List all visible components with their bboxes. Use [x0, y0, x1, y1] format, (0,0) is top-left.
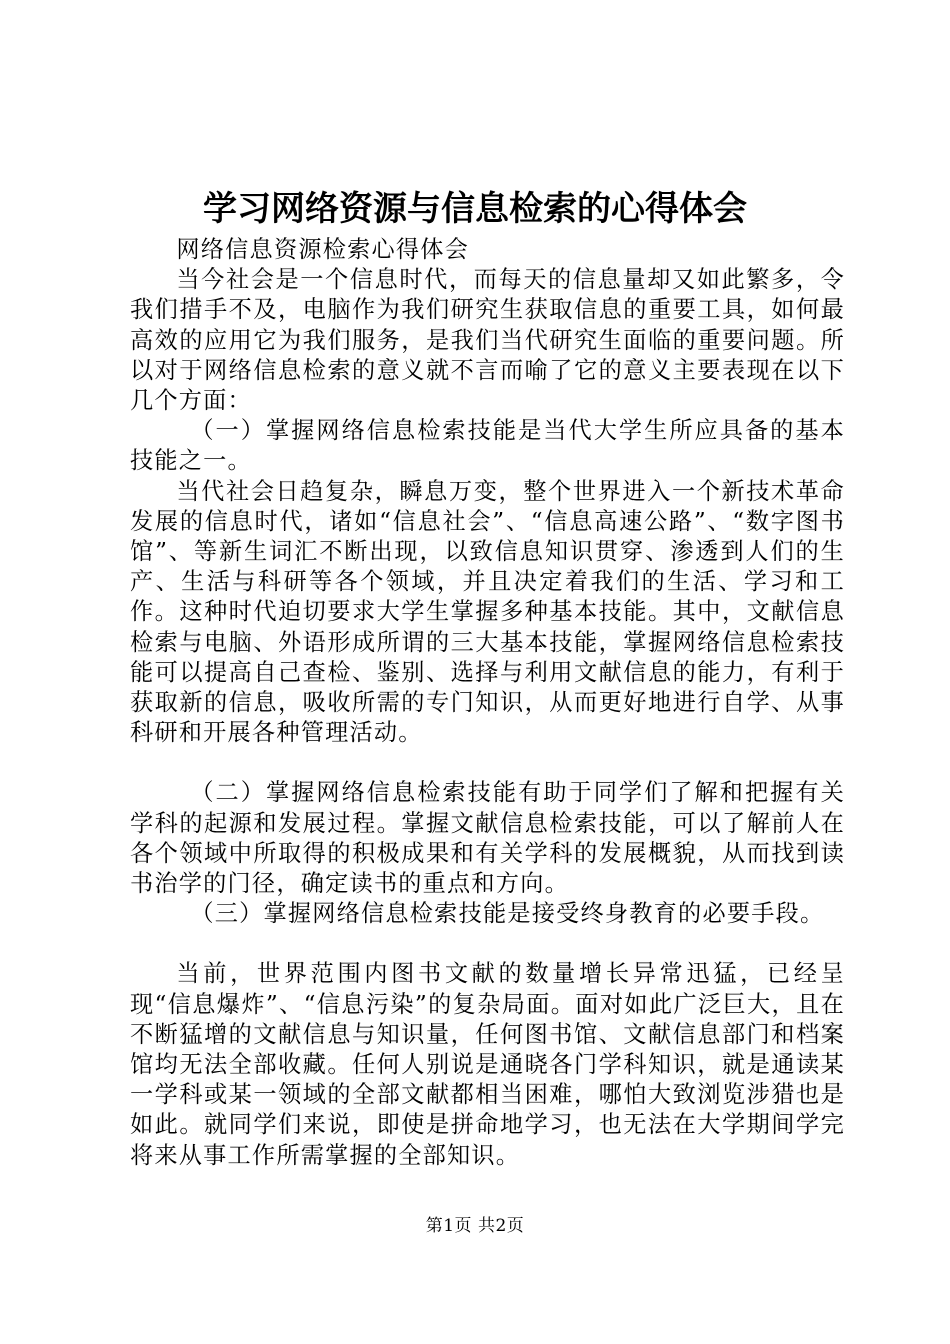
- section-heading-2: （二）掌握网络信息检索技能有助于同学们了解和把握有关学科的起源和发展过程。掌握文献信息检索技能，可以了解前人在各个领域中所取得的积极成果和有关学科的发展概貌，从而找到读书治学的门径，确定读书的重点和方向。: [130, 779, 845, 898]
- subtitle-paragraph: 网络信息资源检索心得体会: [176, 236, 470, 263]
- section-heading-1: （一）掌握网络信息检索技能是当代大学生所应具备的基本技能之一。: [130, 417, 845, 475]
- body-paragraph: 当前，世界范围内图书文献的数量增长异常迅猛，已经呈现“信息爆炸”、“信息污染”的复杂局面。面对如此广泛巨大，且在不断猛增的文献信息与知识量，任何图书馆、文献信息部门和档案馆均无法全部收藏。任何人别说是通晓各门学科知识，就是通读某一学科或某一领域的全部文献都相当困难，哪怕大致浏览涉猎也是如此。就同学们来说，即使是拼命地学习，也无法在大学期间学完将来从事工作所需掌握的全部知识。: [130, 960, 845, 1169]
- document-title: 学习网络资源与信息检索的心得体会: [203, 189, 747, 229]
- document-body: [130, 235, 845, 1171]
- body-paragraph: 当今社会是一个信息时代，而每天的信息量却又如此繁多，令我们措手不及，电脑作为我们研究生获取信息的重要工具，如何最高效的应用它为我们服务，是我们当代研究生面临的重要问题。所以对于网络信息检索的意义就不言而喻了它的意义主要表现在以下几个方面：: [130, 266, 845, 415]
- page-footer: 第1页 共2页: [425, 1216, 525, 1236]
- section-heading-3: （三）掌握网络信息检索技能是接受终身教育的必要手段。: [190, 900, 825, 928]
- body-paragraph: 当代社会日趋复杂，瞬息万变，整个世界进入一个新技术革命发展的信息时代，诸如“信息社会”、“信息高速公路”、“数字图书馆”、等新生词汇不断出现，以致信息知识贯穿、渗透到人们的生产、生活与科研等各个领域，并且决定着我们的生活、学习和工作。这种时代迫切要求大学生掌握多种基本技能。其中，文献信息检索与电脑、外语形成所谓的三大基本技能，掌握网络信息检索技能可以提高自己查检、鉴别、选择与利用文献信息的能力，有利于获取新的信息，吸收所需的专门知识，从而更好地进行自学、从事科研和开展各种管理活动。: [130, 477, 845, 747]
